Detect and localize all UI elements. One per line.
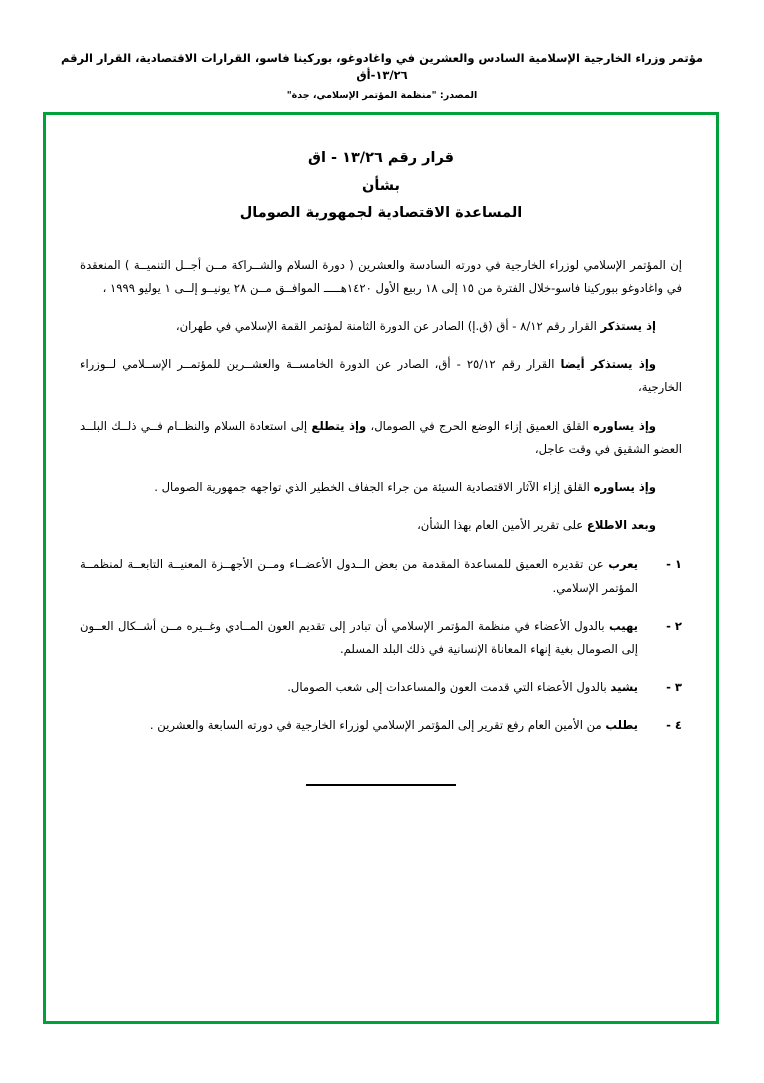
operative-clauses	[80, 553, 682, 737]
paragraph-having-considered	[80, 514, 682, 537]
resolution-body	[80, 254, 682, 538]
list-item-body: بالدول الأعضاء التي قدمت العون والمساعدات إلى شعب الصومال.	[287, 680, 611, 695]
list-item-number: ٤ -	[666, 718, 682, 733]
green-border-frame	[43, 112, 719, 1024]
paragraph-having-considered-lead: وبعد الاطلاع	[586, 518, 656, 533]
list-item	[80, 676, 682, 699]
document-header	[46, 50, 718, 101]
paragraph-concern-1-lead2: وإذ يتطلع	[311, 418, 367, 433]
paragraph-concern-1-lead: وإذ يساوره	[593, 418, 657, 433]
list-item-body: من الأمين العام رفع تقرير إلى المؤتمر الإسلامي لوزراء الخارجية في دورته السابعة والعشرين .	[149, 718, 606, 733]
header-title-line: مؤتمر وزراء الخارجية الإسلامية السادس والعشرين في واغادوغو، بوركينا فاسو، القرارات الاقتصادية، القرار الرقم ١٣/٢٦-أق	[60, 51, 704, 83]
list-item-lead: يهيب	[608, 618, 638, 633]
list-item-text	[80, 676, 638, 699]
end-of-document-rule	[80, 771, 682, 790]
list-item-lead: يطلب	[605, 718, 638, 733]
paragraph-having-considered-text: على تقرير الأمين العام بهذا الشأن،	[417, 518, 587, 533]
paragraph-concern-2	[80, 476, 682, 499]
resolution-subject-label: بشأن	[361, 177, 401, 194]
resolution-number: قرار رقم ١٣/٢٦ - اق	[308, 150, 454, 166]
resolution-title-block	[80, 145, 682, 228]
document-content	[80, 145, 682, 1001]
paragraph-recall-1-text: القرار رقم ٨/١٢ - أق (ق.إ) الصادر عن الدورة الثامنة لمؤتمر القمة الإسلامي في طهران،	[175, 319, 601, 334]
horizontal-rule	[306, 784, 456, 786]
list-item-body: بالدول الأعضاء في منظمة المؤتمر الإسلامي أن تبادر إلى تقديم العون المــادي وغــيره مــن أشــكال العــون إلى الصومال بغية إنهاء المعاناة الإنسانية في ذلك البلد المسلم.	[80, 618, 638, 656]
list-item	[80, 553, 682, 599]
paragraph-recall-2-text: القرار رقم ٢٥/١٢ - أق، الصادر عن الدورة الخامســة والعشــرين للمؤتمــر الإســلامي لــوزراء الخارجية،	[80, 357, 682, 395]
paragraph-recall-2	[80, 353, 682, 399]
list-item-lead: يعرب	[608, 557, 638, 572]
list-item	[80, 714, 682, 737]
paragraph-recall-2-lead: وإذ يستذكر أيضا	[560, 357, 657, 372]
paragraph-concern-2-lead: وإذ يساوره	[593, 479, 656, 494]
list-item-lead: يشيد	[610, 680, 638, 695]
header-source-line: المصدر: "منظمة المؤتمر الإسلامي، جدة"	[286, 89, 478, 101]
paragraph-preamble-text: إن المؤتمر الإسلامي لوزراء الخارجية في دورته السادسة والعشرين ( دورة السلام والشــراكة مــن أجــل التنميــة ) المنعقدة في واغادوغو ببوركينا فاسو-خلال الفترة من ١٥ إلى ١٨ ربيع الأول ١٤٢٠هـــــ الموافــق مــن ٢٨ يونيــو إلــى ١ يوليو ١٩٩٩ ،	[80, 257, 682, 295]
paragraph-preamble	[80, 254, 682, 300]
paragraph-concern-1-mid: القلق العميق إزاء الوضع الحرج في الصومال،	[366, 418, 594, 433]
list-item-number: ١ -	[666, 557, 682, 572]
list-item-text	[80, 714, 638, 737]
resolution-subject: المساعدة الاقتصادية لجمهورية الصومال	[239, 205, 523, 222]
list-item-text	[80, 615, 638, 661]
list-item	[80, 615, 682, 661]
paragraph-recall-1-lead: إذ يستذكر	[600, 319, 656, 334]
list-item-number: ٢ -	[666, 618, 682, 633]
paragraph-concern-2-text: القلق إزاء الآثار الاقتصادية السيئة من جراء الجفاف الخطير الذي تواجهه جمهورية الصومال .	[154, 479, 594, 494]
list-item-number: ٣ -	[666, 680, 682, 695]
paragraph-concern-1	[80, 415, 682, 461]
list-item-body: عن تقديره العميق للمساعدة المقدمة من بعض الــدول الأعضــاء ومــن الأجهــزة المعنيــة التابعــة لمنظمــة المؤتمر الإسلامي.	[80, 557, 638, 595]
list-item-text	[80, 553, 638, 599]
paragraph-concern-1-text: إلى استعادة السلام والنظــام فــي ذلــك البلــد العضو الشقيق في وقت عاجل،	[80, 418, 682, 456]
paragraph-recall-1	[80, 315, 682, 338]
